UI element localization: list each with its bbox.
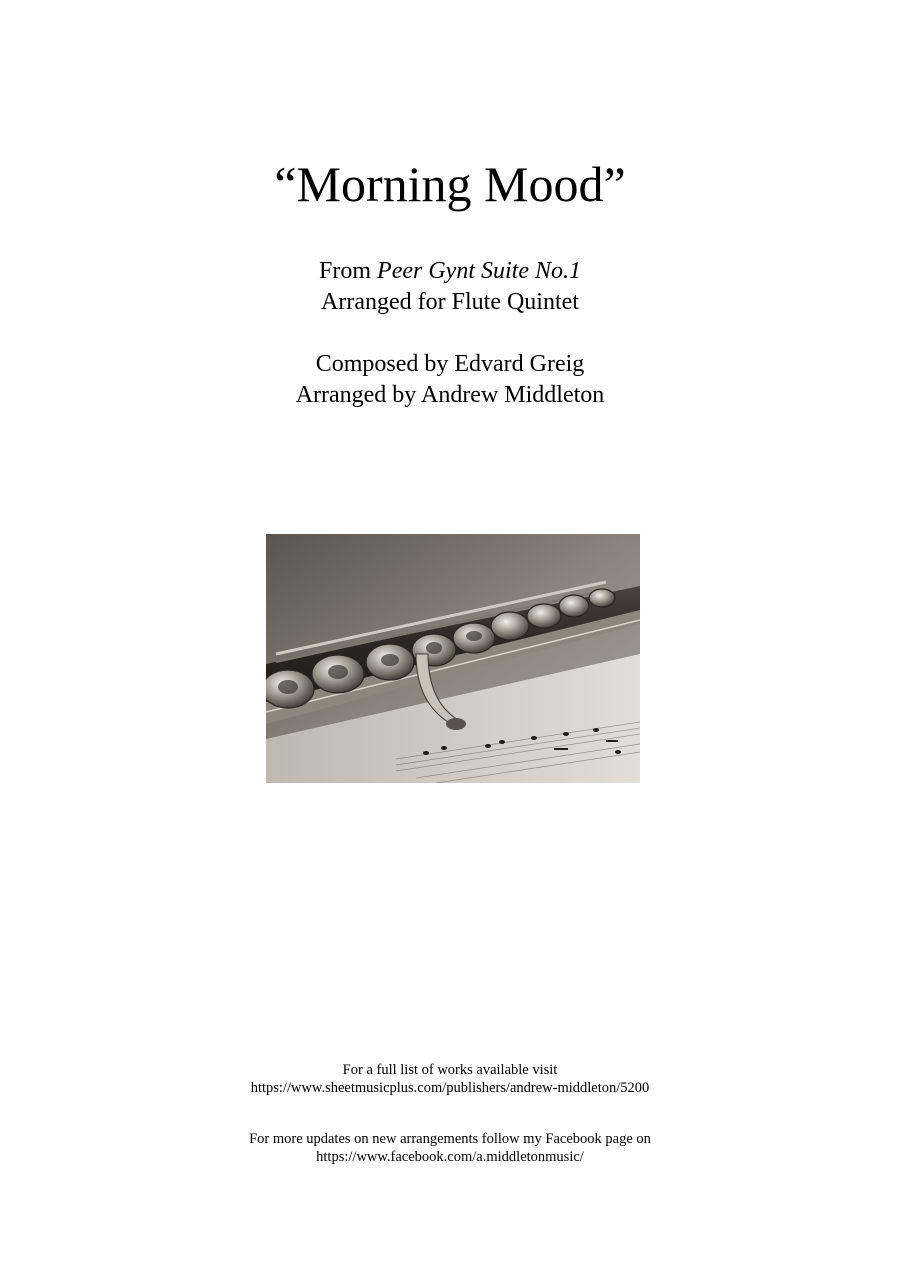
- from-prefix: From: [319, 258, 378, 284]
- cover-photo-flute: [266, 534, 640, 783]
- updates-footer: [0, 1130, 900, 1166]
- works-footer: [0, 1061, 900, 1097]
- suite-name: Peer Gynt Suite No.1: [377, 258, 581, 284]
- from-line: [0, 256, 900, 287]
- arranged-for-line: Arranged for Flute Quintet: [321, 289, 579, 315]
- facebook-url: https://www.facebook.com/a.middletonmusic/: [316, 1149, 584, 1165]
- credits-block: [0, 349, 900, 411]
- works-url: https://www.sheetmusicplus.com/publishers/andrew-middleton/5200: [250, 1080, 650, 1096]
- subtitle-block: [0, 256, 900, 318]
- works-line: For a full list of works available visit: [342, 1062, 558, 1078]
- arranger-line: Arranged by Andrew Middleton: [295, 382, 605, 408]
- updates-line: For more updates on new arrangements follow my Facebook page on: [249, 1131, 651, 1147]
- page-title: “Morning Mood”: [274, 156, 626, 212]
- composer-line: Composed by Edvard Greig: [315, 351, 585, 377]
